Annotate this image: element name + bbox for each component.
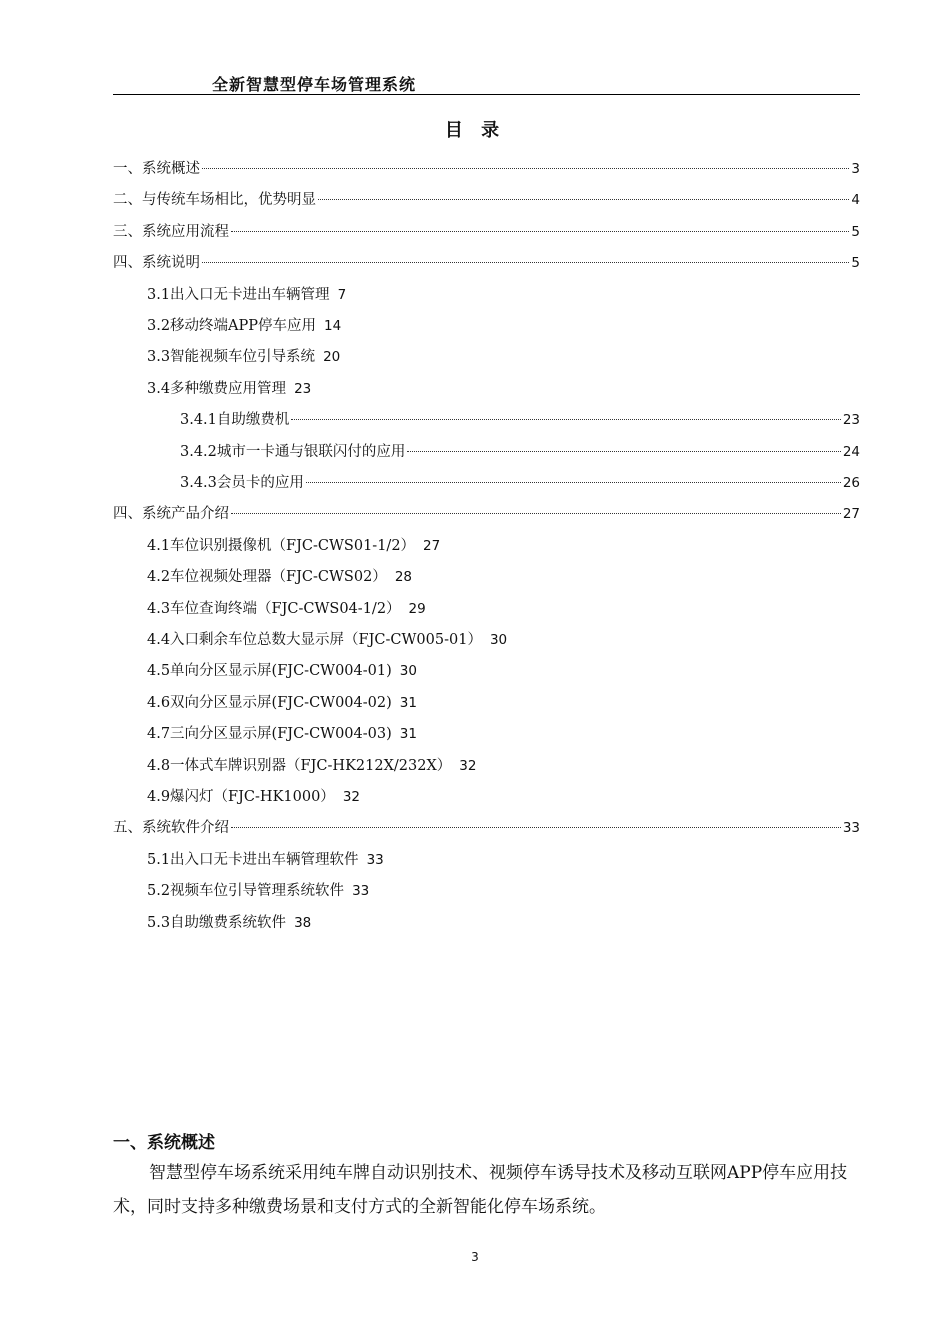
toc-entry[interactable]: [147, 691, 417, 711]
toc-entry-label: 3.4.2城市一卡通与银联闪付的应用: [180, 443, 406, 460]
toc-entry[interactable]: [113, 188, 860, 208]
toc-entry[interactable]: [180, 408, 860, 428]
toc-entry-label: 3.4多种缴费应用管理: [147, 380, 287, 397]
toc-entry-label: 4.5单向分区显示屏(FJC-CW004-01): [147, 663, 392, 680]
toc-entry-page: 29: [408, 600, 426, 617]
toc-entry-label: 一、系统概述: [113, 161, 200, 177]
toc-entry-page: 4: [851, 192, 860, 209]
toc-entry[interactable]: [147, 911, 311, 931]
toc-entry[interactable]: [147, 722, 417, 742]
toc-leader-dots: [231, 827, 841, 828]
toc-entry-label: 3.2移动终端APP停车应用: [147, 318, 317, 334]
toc-entry[interactable]: [113, 220, 860, 240]
toc-entry-page: 27: [842, 506, 860, 523]
toc-entry-page: 30: [399, 663, 417, 680]
page-number: 3: [471, 1250, 479, 1264]
toc-entry-label: 4.9爆闪灯（FJC-HK1000）: [147, 789, 335, 805]
header-rule: [113, 94, 860, 95]
toc-entry-label: 3.4.1自助缴费机: [180, 412, 290, 429]
toc-entry[interactable]: [113, 251, 860, 271]
toc-entry-page: 24: [842, 443, 860, 460]
toc-entry-page: 31: [399, 726, 417, 743]
toc-entry[interactable]: [147, 659, 417, 679]
toc-entry-page: 28: [394, 569, 412, 586]
toc-entry-page: 30: [489, 632, 508, 648]
toc-entry-label: 5.3自助缴费系统软件: [147, 914, 287, 931]
toc-entry[interactable]: [147, 565, 412, 585]
toc-entry-page: 26: [842, 475, 860, 491]
toc-entry[interactable]: [147, 597, 426, 617]
toc-entry-label: 4.7三向分区显示屏(FJC-CW004-03): [147, 726, 392, 743]
toc-entry-page: 5: [851, 223, 860, 240]
toc-entry[interactable]: [147, 314, 341, 334]
document-header-title: 全新智慧型停车场管理系统: [212, 75, 417, 94]
toc-entry[interactable]: [147, 785, 360, 805]
toc-entry-label: 四、系统说明: [113, 255, 200, 272]
toc-entry-page: 23: [294, 380, 312, 397]
toc-entry-page: 33: [366, 851, 384, 868]
body-paragraph: 智慧型停车场系统采用纯车牌自动识别技术、视频停车诱导技术及移动互联网APP停车应用技术，同时支持多种缴费场景和支付方式的全新智能化停车场系统。: [113, 1163, 848, 1217]
toc-entry-label: 4.3车位查询终端（FJC-CWS04-1/2）: [147, 600, 401, 617]
toc-entry-page: 33: [352, 883, 370, 900]
toc-entry-page: 33: [842, 820, 860, 837]
toc-leader-dots: [231, 231, 849, 232]
toc-entry[interactable]: [147, 848, 384, 868]
toc-entry-label: 3.3智能视频车位引导系统: [147, 349, 316, 366]
toc-entry-label: 4.8一体式车牌识别器（FJC-HK212X/232X）: [147, 757, 452, 774]
toc-leader-dots: [318, 199, 849, 200]
toc-entry[interactable]: [113, 502, 860, 522]
toc-entry[interactable]: [147, 628, 507, 648]
toc-entry-label: 4.2车位视频处理器（FJC-CWS02）: [147, 569, 387, 586]
toc-leader-dots: [407, 451, 840, 452]
toc-entry[interactable]: [147, 283, 346, 303]
toc-entry-page: 32: [459, 757, 477, 774]
toc-leader-dots: [291, 419, 840, 420]
toc-entry-label: 4.1车位识别摄像机（FJC-CWS01-1/2）: [147, 537, 416, 554]
toc-entry[interactable]: [113, 816, 860, 836]
toc-entry[interactable]: [113, 157, 860, 177]
toc-entry[interactable]: [180, 471, 860, 491]
toc-entry[interactable]: [147, 879, 369, 899]
toc-entry[interactable]: [147, 754, 476, 774]
toc-entry-label: 4.6双向分区显示屏(FJC-CW004-02): [147, 694, 392, 711]
toc-entry[interactable]: [147, 377, 311, 397]
toc-entry-page: 38: [294, 914, 312, 931]
toc-leader-dots: [202, 262, 849, 263]
toc-entry-page: 5: [851, 255, 860, 272]
toc-entry-page: 27: [423, 537, 441, 554]
toc-entry[interactable]: [147, 345, 340, 365]
toc-entry-label: 二、与传统车场相比，优势明显: [113, 192, 316, 209]
toc-leader-dots: [202, 168, 849, 169]
toc-entry-page: 3: [851, 161, 860, 177]
toc-title: 目 录: [444, 120, 506, 141]
toc-leader-dots: [231, 513, 841, 514]
toc-entry-label: 四、系统产品介绍: [113, 506, 229, 523]
toc-entry-label: 3.1出入口无卡进出车辆管理: [147, 286, 330, 303]
toc-entry[interactable]: [147, 534, 440, 554]
toc-entry-page: 7: [337, 286, 347, 303]
toc-entry-label: 五、系统软件介绍: [113, 820, 229, 837]
toc-entry-label: 4.4入口剩余车位总数大显示屏（FJC-CW005-01）: [147, 632, 482, 648]
toc-entry[interactable]: [180, 440, 860, 460]
toc-entry-page: 20: [323, 349, 341, 366]
toc-entry-label: 3.4.3会员卡的应用: [180, 475, 304, 491]
toc-leader-dots: [306, 482, 841, 483]
toc-entry-label: 三、系统应用流程: [113, 223, 229, 240]
toc-entry-page: 32: [342, 789, 360, 805]
toc-entry-label: 5.1出入口无卡进出车辆管理软件: [147, 851, 359, 868]
toc-entry-page: 14: [324, 318, 342, 334]
toc-entry-label: 5.2视频车位引导管理系统软件: [147, 883, 345, 900]
section-heading: 一、系统概述: [113, 1133, 215, 1153]
toc-entry-page: 31: [399, 694, 417, 711]
toc-entry-page: 23: [842, 412, 860, 429]
